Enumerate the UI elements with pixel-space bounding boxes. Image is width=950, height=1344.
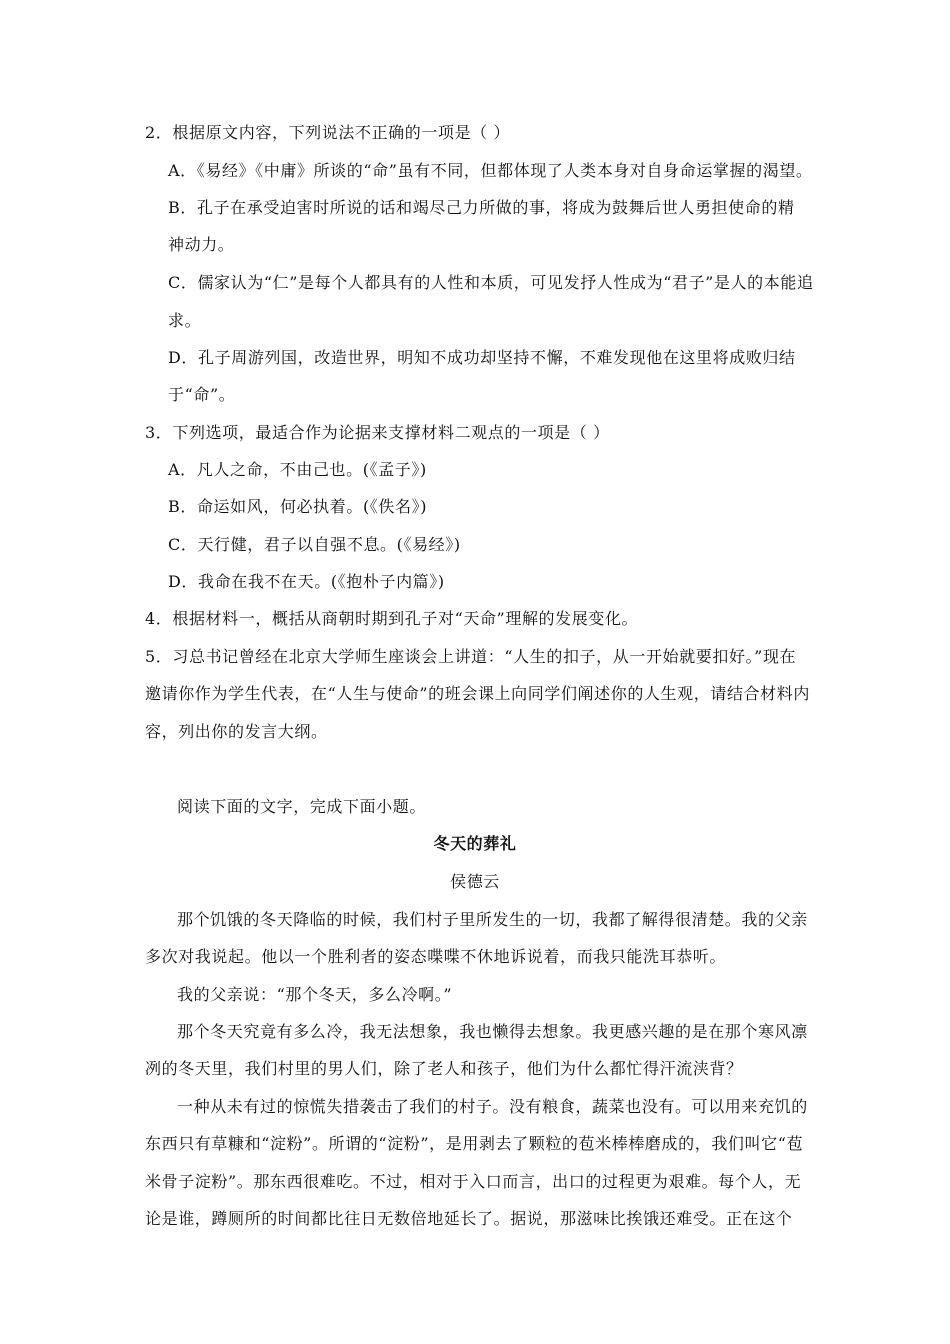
q2-option-d-line1: D．孔子周游列国，改造世界，明知不成功却坚持不懈，不难发现他在这里将成败归结 <box>168 348 796 367</box>
q2-option-a: A．《易经》《中庸》所谈的“命”虽有不同，但都体现了人类本身对自身命运掌握的渴望。 <box>168 161 813 180</box>
passage-p4-line2: 东西只有草糠和“淀粉”。所谓的“淀粉”，是用剥去了颗粒的苞米棒棒磨成的，我们叫它“苞 <box>145 1134 804 1153</box>
passage-p4-line4: 论是谁，蹲厕所的时间都比往日无数倍地延长了。据说，那滋味比挨饿还难受。正在这个 <box>145 1209 793 1228</box>
q3-stem: 3．下列选项，最适合作为论据来支撑材料二观点的一项是（ ） <box>145 423 610 442</box>
q2-option-c-line1: C．儒家认为“仁”是每个人都具有的人性和本质，可见发抒人性成为“君子”是人的本能追 <box>168 273 814 292</box>
passage-p3-line2: 冽的冬天里，我们村里的男人们，除了老人和孩子，他们为什么都忙得汗流浃背？ <box>145 1059 743 1078</box>
q2-option-b-line2: 神动力。 <box>168 235 235 254</box>
reading-instruction: 阅读下面的文字，完成下面小题。 <box>177 797 427 816</box>
passage-p4-line1: 一种从未有过的惊慌失措袭击了我们的村子。没有粮食，蔬菜也没有。可以用来充饥的 <box>177 1097 808 1116</box>
passage-title: 冬天的葬礼 <box>433 834 517 853</box>
q4-stem: 4．根据材料一，概括从商朝时期到孔子对“天命”理解的发展变化。 <box>145 609 639 628</box>
q2-stem: 2．根据原文内容，下列说法不正确的一项是（ ） <box>145 123 511 142</box>
passage-p4-line3: 米骨子淀粉”。那东西很难吃。不过，相对于入口而言，出口的过程更为艰难。每个人，无 <box>145 1172 802 1191</box>
passage-p2-line1: 我的父亲说：“那个冬天，多么冷啊。” <box>177 985 453 1004</box>
q3-option-d: D．我命在我不在天。(《抱朴子内篇》) <box>168 572 445 591</box>
q3-option-c: C．天行健，君子以自强不息。(《易经》) <box>168 535 461 554</box>
q5-line3: 容，列出你的发言大纲。 <box>145 722 328 741</box>
q2-option-b-line1: B．孔子在承受迫害时所说的话和竭尽己力所做的事，将成为鼓舞后世人勇担使命的精 <box>168 198 795 217</box>
q5-line1: 5．习总书记曾经在北京大学师生座谈会上讲道：“人生的扣子，从一开始就要扣好。”现在 <box>145 647 797 666</box>
q5-line2: 邀请你作为学生代表，在“人生与使命”的班会课上向同学们阐述你的人生观，请结合材料内 <box>145 684 810 703</box>
q3-option-a: A．凡人之命，不由己也。(《孟子》) <box>168 460 427 479</box>
passage-p3-line1: 那个冬天究竟有多么冷，我无法想象，我也懒得去想象。我更感兴趣的是在那个寒风凛 <box>177 1022 808 1041</box>
passage-p1-line1: 那个饥饿的冬天降临的时候，我们村子里所发生的一切，我都了解得很清楚。我的父亲 <box>177 910 808 929</box>
passage-p1-line2: 多次对我说起。他以一个胜利者的姿态喋喋不休地诉说着，而我只能洗耳恭听。 <box>145 947 727 966</box>
passage-author: 侯德云 <box>450 872 500 891</box>
q3-option-b: B．命运如风，何必执着。(《佚名》) <box>168 497 428 516</box>
q2-option-c-line2: 求。 <box>168 311 202 330</box>
q2-option-d-line2: 于“命”。 <box>168 385 236 404</box>
